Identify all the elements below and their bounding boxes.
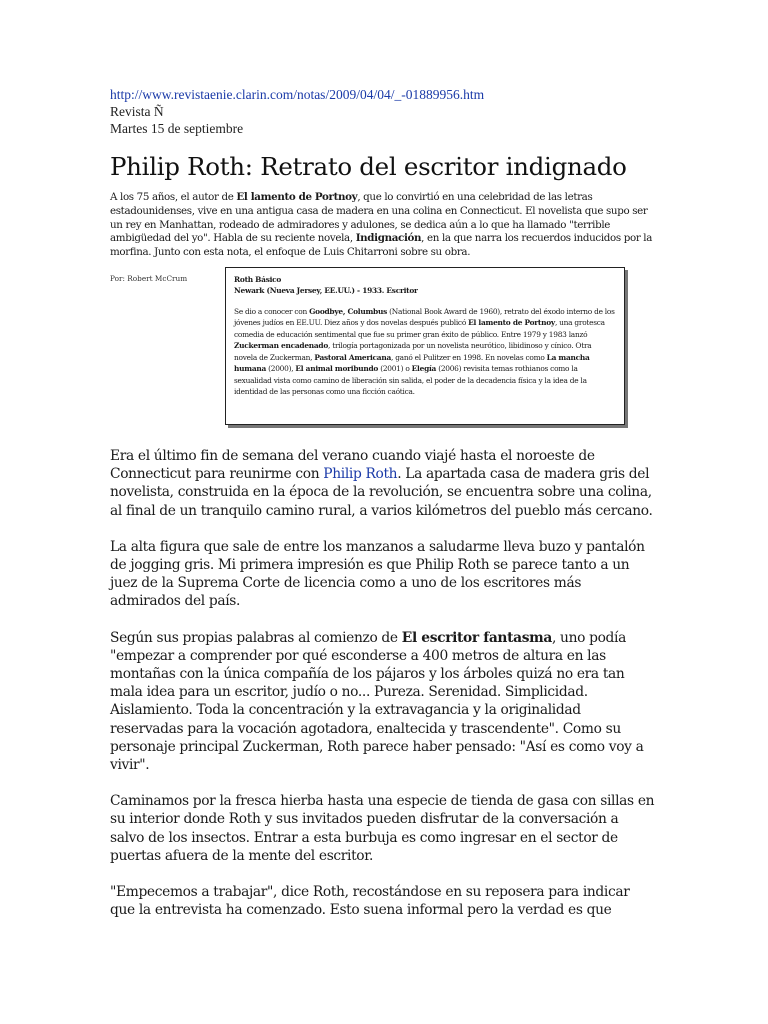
sidebar-span: , ganó el Pulitzer en 1998. En novelas como [391,352,547,362]
source-name: Revista Ñ [110,104,164,119]
sidebar-span: , una grotesca comedia de educación sentimental que fue su primer gran éxito de público. Entre 1979 y 1983 lanzó [234,318,605,339]
article-date: Martes 15 de septiembre [110,121,244,136]
sidebar-span: Se dio a conocer con [234,306,310,316]
sidebar-book: La mancha humana [234,352,590,374]
article-title: Philip Roth: Retrato del escritor indignado [110,152,627,181]
sidebar-span: (2001) o [378,364,412,374]
body-book-title: El escritor fantasma [401,629,552,646]
sidebar-text [234,306,616,398]
body-paragraph-4: Caminamos por la fresca hierba hasta una especie de tienda de gasa con sillas en su interior donde Roth y sus invitados pueden disfrutar de la conversación a salvo de los insectos. Entrar a esta burbuja es como ingresar en el sector de puertas afuera de la mente del escritor. [110,793,655,864]
philip-roth-link[interactable]: Philip Roth [323,466,398,483]
sidebar-span: (2006) revisita temas rothianos como la sexualidad vista como camino de liberación sin salida, el poder de la decadencia física y la idea de la identidad de las personas como una ficción caótica. [234,364,587,397]
sidebar-book: Elegía [411,364,437,374]
article-lead [110,191,655,260]
sidebar-book: Zuckerman encadenado [234,341,329,351]
body-text: , uno podía "empezar a comprender por qué esconderse a 400 metros de altura en las montañas con la única compañía de los pájaros y los árboles quizá no era tan mala idea para un escritor, judío o no... Pureza. Serenidad. Simplicidad. Aislamiento. Toda la concentración y la extravagancia y la originalidad reservadas para la vocación agotadora, enaltecida y trascendente". Como su personaje principal Zuckerman, Roth parece haber pensado: "Así es como voy a vivir". [110,629,644,774]
article-body [110,447,655,919]
sidebar-title: Roth Básico [234,274,282,284]
byline: Por: Robert McCrum [110,273,188,283]
sidebar-book: Pastoral Americana [314,352,391,362]
body-text: Era el último fin de semana del verano cuando viajé hasta el noroeste de Connecticut para reunirme con [110,447,595,483]
body-paragraph-2: La alta figura que sale de entre los manzanos a saludarme lleva buzo y pantalón de jogging gris. Mi primera impresión es que Philip Roth se parece tanto a un juez de la Suprema Corte de licencia como a uno de los escritores más admirados del país. [110,538,645,610]
body-paragraph-3 [110,629,655,775]
body-text: Según sus propias palabras al comienzo de [110,629,402,646]
source-url-link[interactable]: http://www.revistaenie.clarin.com/notas/2009/04/04/_-01889956.htm [110,87,485,102]
lead-novel-title: Indignación [355,232,422,245]
body-paragraph-5: "Empecemos a trabajar", dice Roth, recostándose en su reposera para indicar que la entrevista ha comenzado. Esto suena informal pero la verdad es que [110,884,630,919]
lead-text: A los 75 años, el autor de [110,191,237,203]
lead-book-title: El lamento de Portnoy [236,191,358,203]
sidebar-box [225,267,625,425]
sidebar-span: (National Book Award de 1960), retrato del éxodo interno de los jóvenes judíos en EE.UU. Diez años y dos novelas después publicó [234,306,615,328]
sidebar-subtitle: Newark (Nueva Jersey, EE.UU.) - 1933. Escritor [234,286,418,296]
body-paragraph-1 [110,447,655,520]
sidebar-span: , trilogía portagonizada por un novelista neurótico, libidinoso y cínico. Otra novela de Zuckerman, [234,341,592,362]
sidebar-book: El animal moribundo [295,364,379,374]
sidebar-book: Goodbye, Columbus [309,306,387,316]
body-text: . La apartada casa de madera gris del novelista, construida en la época de la revolución, se encuentra sobre una colina, al final de un tranquilo camino rural, a varios kilómetros del pueblo más cercano. [110,466,653,519]
sidebar-book: El lamento de Portnoy [468,318,555,328]
article-page [110,86,655,937]
sidebar-span: (2000), [266,364,296,374]
byline-row [110,267,655,435]
lead-text: , que lo convirtió en una celebridad de las letras estadounidenses, vive en una antigua casa de madera en una colina en Connecticut. El novelista que supo ser un rey en Manhattan, rodeado de admiradores y adulones, se dedica aún a lo que ha llamado "terrible ambigüedad del yo". Habla de su reciente novela, [110,191,648,245]
lead-text: , en la que narra los recuerdos inducidos por la morfina. Junto con esta nota, el enfoque de Luis Chitarroni sobre su obra. [110,232,653,259]
